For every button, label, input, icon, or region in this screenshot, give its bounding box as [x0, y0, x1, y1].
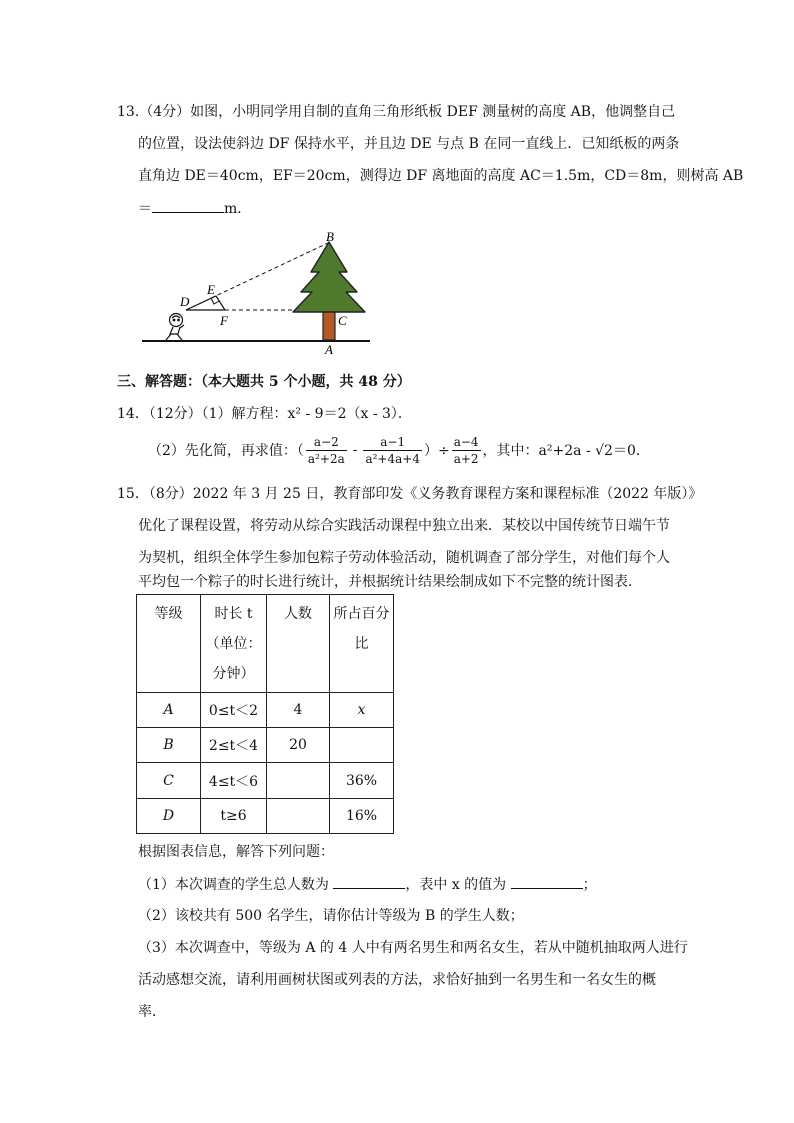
table-row: [137, 763, 394, 799]
q15-sub1-text-b: ，表中 x 的值为: [405, 877, 507, 893]
cell-time: 0≤t＜2: [201, 693, 267, 728]
q15-sub3-line-3: 率．: [138, 1004, 166, 1020]
q14-part2: [148, 430, 650, 470]
q15-total-blank[interactable]: [333, 874, 405, 889]
q14-part2-prefix: （2）先化简，再求值：（: [148, 443, 304, 459]
q15-instruction: 根据图表信息，解答下列问题：: [138, 844, 334, 860]
q15-line-2: 优化了课程设置，将劳动从综合实践活动课程中独立出来．某校以中国传统节日端午节: [138, 518, 670, 534]
q14-fraction-2: [363, 435, 422, 466]
q14-part2-suffix: ，其中：a²+2a - √2＝0．: [482, 443, 650, 459]
header-time: 时长 t （单位： 分钟）: [201, 595, 267, 693]
cell-percent: 16%: [330, 799, 394, 834]
cell-count: 4: [267, 693, 330, 728]
q14-fraction-3: [452, 435, 481, 466]
frac2-denominator: a²+4a+4: [365, 451, 420, 466]
cell-time: 4≤t＜6: [201, 763, 267, 799]
label-a: A: [325, 342, 333, 357]
cell-count: 20: [267, 728, 330, 763]
q13-answer-blank[interactable]: [152, 198, 224, 213]
cell-count: [267, 763, 330, 799]
table-row: [137, 728, 394, 763]
label-d: D: [180, 294, 190, 309]
q14-part1: 14．（12分）（1）解方程：x² - 9＝2（x - 3）．: [117, 406, 412, 422]
triangle-def: [186, 296, 225, 310]
q15-line-1: 15．（8分）2022 年 3 月 25 日，教育部印发《义务教育课程方案和课程标准（2022 年版）》: [117, 486, 703, 502]
cell-percent: 36%: [330, 763, 394, 799]
person-icon: [166, 314, 184, 341]
q13-figure: [130, 228, 390, 360]
q15-sub1-text-a: （1）本次调查的学生总人数为: [138, 877, 329, 893]
label-e: E: [207, 282, 215, 297]
frac3-denominator: a+2: [453, 451, 479, 466]
q13-line-2: 的位置，设法使斜边 DF 保持水平，并且边 DE 与点 B 在同一直线上．已知纸板的两条: [138, 136, 680, 152]
cell-time: 2≤t＜4: [201, 728, 267, 763]
q15-line-4: 平均包一个粽子的时长进行统计，并根据统计结果绘制成如下不完整的统计图表．: [138, 574, 642, 590]
label-c: C: [338, 313, 347, 328]
cell-grade: A: [137, 693, 201, 728]
q15-sub1: [138, 874, 597, 895]
q15-sub3-line-2: 活动感想交流，请利用画树状图或列表的方法，求恰好抽到一名男生和一名女生的概: [138, 972, 656, 988]
cell-count: [267, 799, 330, 834]
cell-percent: x: [330, 693, 394, 728]
q15-line-3: 为契机，组织全体学生参加包粽子劳动体验活动，随机调查了部分学生，对他们每个人: [138, 550, 670, 566]
stat-table: [136, 594, 394, 834]
q15-sub1-text-c: ；: [582, 877, 597, 893]
section-3-title: 三、解答题：（本大题共 5 个小题，共 48 分）: [117, 374, 411, 390]
frac2-numerator: a−1: [363, 435, 422, 451]
label-f: F: [220, 313, 228, 328]
header-grade: 等级: [137, 595, 201, 693]
cell-grade: C: [137, 763, 201, 799]
q13-line-1: 13.（4分）如图，小明同学用自制的直角三角形纸板 DEF 测量树的高度 AB，他调整自己: [117, 104, 676, 120]
table-row: [137, 693, 394, 728]
q15-sub2: （2）该校共有 500 名学生，请你估计等级为 B 的学生人数；: [138, 908, 524, 924]
label-b: B: [326, 229, 334, 244]
cell-percent: [330, 728, 394, 763]
q14-fraction-1: [306, 435, 347, 466]
table-row: [137, 799, 394, 834]
cell-grade: B: [137, 728, 201, 763]
frac1-denominator: a²+2a: [307, 451, 345, 466]
cell-time: t≥6: [201, 799, 267, 834]
q13-answer-prefix: ＝: [138, 201, 152, 217]
q14-minus: -: [352, 442, 358, 458]
q13-answer-line: [138, 198, 251, 219]
q13-answer-suffix: m．: [224, 201, 252, 217]
q13-line-3: 直角边 DE＝40cm，EF＝20cm，测得边 DF 离地面的高度 AC＝1.5m，CD＝8m，则树高 AB: [138, 168, 744, 184]
cell-grade: D: [137, 799, 201, 834]
table-header-row: [137, 595, 394, 693]
frac1-numerator: a−2: [306, 435, 347, 451]
header-percent: 所占百分 比: [330, 595, 394, 693]
tree-icon: [293, 242, 365, 340]
q15-x-blank[interactable]: [511, 874, 583, 889]
q14-divide: ）÷: [423, 443, 450, 459]
header-count: 人数: [267, 595, 330, 693]
q15-sub3-line-1: （3）本次调查中，等级为 A 的 4 人中有两名男生和两名女生，若从中随机抽取两人进行: [138, 940, 688, 956]
frac3-numerator: a−4: [453, 434, 479, 449]
